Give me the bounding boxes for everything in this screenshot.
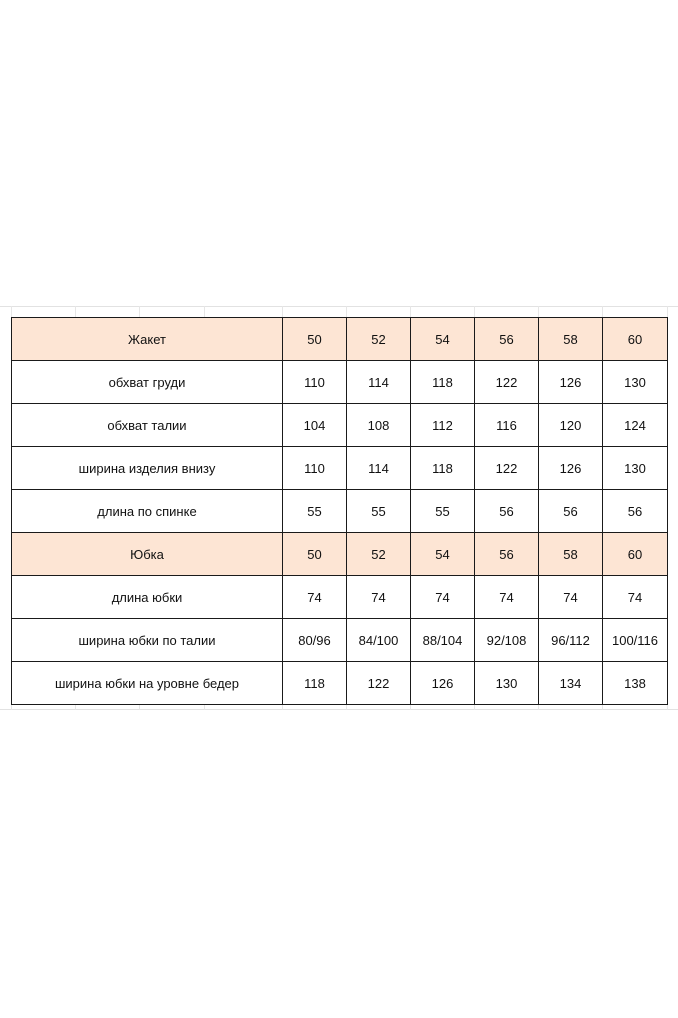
value-cell: 130: [603, 447, 668, 490]
size-header-cell: 50: [283, 318, 347, 361]
size-chart-table: [11, 317, 668, 705]
value-cell: 96/112: [539, 619, 603, 662]
size-header-cell: 58: [539, 318, 603, 361]
value-cell: 92/108: [475, 619, 539, 662]
value-cell: 126: [539, 447, 603, 490]
value-cell: 55: [283, 490, 347, 533]
value-cell: 114: [347, 361, 411, 404]
section-header-row: [12, 533, 668, 576]
size-header-cell: 52: [347, 533, 411, 576]
size-header-cell: 56: [475, 318, 539, 361]
value-cell: 55: [347, 490, 411, 533]
size-header-cell: 54: [411, 533, 475, 576]
size-header-cell: 52: [347, 318, 411, 361]
value-cell: 110: [283, 447, 347, 490]
size-header-cell: 56: [475, 533, 539, 576]
table-row: [12, 662, 668, 705]
value-cell: 122: [475, 361, 539, 404]
section-title-cell: Юбка: [12, 533, 283, 576]
value-cell: 74: [347, 576, 411, 619]
value-cell: 118: [283, 662, 347, 705]
value-cell: 116: [475, 404, 539, 447]
value-cell: 84/100: [347, 619, 411, 662]
measurement-label-cell: ширина изделия внизу: [12, 447, 283, 490]
size-chart-body: [12, 318, 668, 705]
value-cell: 56: [603, 490, 668, 533]
value-cell: 108: [347, 404, 411, 447]
section-header-row: [12, 318, 668, 361]
value-cell: 134: [539, 662, 603, 705]
value-cell: 110: [283, 361, 347, 404]
value-cell: 74: [411, 576, 475, 619]
measurement-label-cell: ширина юбки на уровне бедер: [12, 662, 283, 705]
value-cell: 100/116: [603, 619, 668, 662]
value-cell: 126: [411, 662, 475, 705]
value-cell: 80/96: [283, 619, 347, 662]
measurement-label-cell: обхват груди: [12, 361, 283, 404]
value-cell: 138: [603, 662, 668, 705]
size-header-cell: 50: [283, 533, 347, 576]
value-cell: 56: [475, 490, 539, 533]
value-cell: 55: [411, 490, 475, 533]
table-row: [12, 447, 668, 490]
value-cell: 120: [539, 404, 603, 447]
gridline: [0, 709, 678, 710]
table-row: [12, 619, 668, 662]
table-row: [12, 361, 668, 404]
measurement-label-cell: длина юбки: [12, 576, 283, 619]
section-title-cell: Жакет: [12, 318, 283, 361]
value-cell: 130: [603, 361, 668, 404]
measurement-label-cell: длина по спинке: [12, 490, 283, 533]
value-cell: 74: [539, 576, 603, 619]
value-cell: 56: [539, 490, 603, 533]
value-cell: 88/104: [411, 619, 475, 662]
value-cell: 74: [283, 576, 347, 619]
value-cell: 118: [411, 447, 475, 490]
value-cell: 74: [603, 576, 668, 619]
value-cell: 104: [283, 404, 347, 447]
gridline: [0, 306, 678, 307]
value-cell: 74: [475, 576, 539, 619]
size-header-cell: 54: [411, 318, 475, 361]
table-row: [12, 404, 668, 447]
value-cell: 112: [411, 404, 475, 447]
value-cell: 124: [603, 404, 668, 447]
value-cell: 130: [475, 662, 539, 705]
value-cell: 126: [539, 361, 603, 404]
value-cell: 122: [347, 662, 411, 705]
value-cell: 114: [347, 447, 411, 490]
measurement-label-cell: ширина юбки по талии: [12, 619, 283, 662]
size-header-cell: 60: [603, 533, 668, 576]
size-header-cell: 60: [603, 318, 668, 361]
value-cell: 118: [411, 361, 475, 404]
table-row: [12, 576, 668, 619]
measurement-label-cell: обхват талии: [12, 404, 283, 447]
table-row: [12, 490, 668, 533]
value-cell: 122: [475, 447, 539, 490]
size-header-cell: 58: [539, 533, 603, 576]
